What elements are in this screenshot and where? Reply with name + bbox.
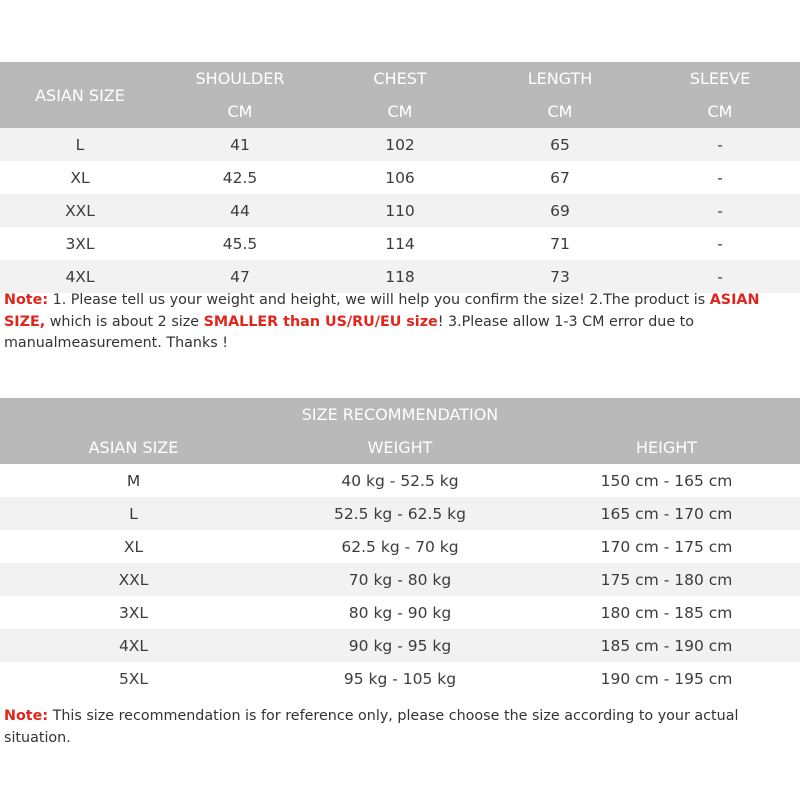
- cell-chest: 106: [320, 161, 480, 194]
- cell-weight: 90 kg - 95 kg: [267, 629, 533, 662]
- cell-shoulder: 42.5: [160, 161, 320, 194]
- note-text-3: ! 3.Please allow 1-3 CM error due to manualmeasurement. Thanks !: [4, 313, 695, 351]
- cell-height: 180 cm - 185 cm: [533, 596, 800, 629]
- cell-length: 69: [480, 194, 640, 227]
- cell-chest: 114: [320, 227, 480, 260]
- table-row: [0, 662, 800, 695]
- note-text: This size recommendation is for reference only, please choose the size according to your actual situation.: [4, 708, 739, 746]
- size-recommendation-table: [0, 398, 800, 695]
- cell-asian-size: 5XL: [0, 662, 267, 695]
- cell-weight: 40 kg - 52.5 kg: [267, 464, 533, 497]
- table-row: [0, 161, 800, 194]
- cell-chest: 102: [320, 128, 480, 161]
- cell-shoulder: 44: [160, 194, 320, 227]
- cell-length: 71: [480, 227, 640, 260]
- unit-chest: CM: [387, 102, 413, 121]
- cell-shoulder: 47: [160, 260, 320, 293]
- cell-weight: 95 kg - 105 kg: [267, 662, 533, 695]
- size-note: [4, 290, 796, 355]
- cell-asian-size: L: [0, 128, 160, 161]
- cell-height: 185 cm - 190 cm: [533, 629, 800, 662]
- cell-weight: 52.5 kg - 62.5 kg: [267, 497, 533, 530]
- table-row: [0, 194, 800, 227]
- cell-chest: 118: [320, 260, 480, 293]
- cell-sleeve: -: [640, 260, 800, 293]
- cell-asian-size: M: [0, 464, 267, 497]
- cell-asian-size: XL: [0, 161, 160, 194]
- note-label: Note:: [4, 292, 49, 308]
- cell-asian-size: 3XL: [0, 596, 267, 629]
- cell-sleeve: -: [640, 194, 800, 227]
- cell-weight: 80 kg - 90 kg: [267, 596, 533, 629]
- cell-sleeve: -: [640, 227, 800, 260]
- unit-sleeve: CM: [707, 102, 733, 121]
- recommendation-title: SIZE RECOMMENDATION: [301, 405, 499, 424]
- header-height: HEIGHT: [635, 438, 698, 457]
- cell-asian-size: XXL: [0, 194, 160, 227]
- cell-length: 67: [480, 161, 640, 194]
- unit-length: CM: [547, 102, 573, 121]
- note-text-2: which is about 2 size: [45, 313, 204, 330]
- recommendation-note: [4, 706, 796, 749]
- header-chest: CHEST: [373, 69, 427, 88]
- recommendation-title-row: [0, 398, 800, 431]
- header-asian-size: ASIAN SIZE: [35, 85, 125, 105]
- cell-asian-size: 4XL: [0, 260, 160, 293]
- cell-sleeve: -: [640, 128, 800, 161]
- cell-length: 73: [480, 260, 640, 293]
- cell-length: 65: [480, 128, 640, 161]
- table-row: [0, 530, 800, 563]
- recommendation-header-row: [0, 431, 800, 464]
- cell-height: 190 cm - 195 cm: [533, 662, 800, 695]
- header-weight: WEIGHT: [367, 438, 433, 457]
- cell-asian-size: 3XL: [0, 227, 160, 260]
- note-text-1: 1. Please tell us your weight and height, we will help you confirm the size! 2.The product is: [48, 292, 710, 308]
- note-asian-size: ASIAN SIZE,: [4, 292, 760, 330]
- table-row: [0, 563, 800, 596]
- note-label: Note:: [4, 708, 49, 724]
- cell-weight: 70 kg - 80 kg: [267, 563, 533, 596]
- cell-height: 170 cm - 175 cm: [533, 530, 800, 563]
- unit-shoulder: CM: [227, 102, 253, 121]
- cell-shoulder: 41: [160, 128, 320, 161]
- size-chart-table: [0, 62, 800, 293]
- table-row: [0, 629, 800, 662]
- table-row: [0, 128, 800, 161]
- table-row: [0, 227, 800, 260]
- cell-height: 165 cm - 170 cm: [533, 497, 800, 530]
- header-asian-size: ASIAN SIZE: [88, 438, 179, 457]
- cell-weight: 62.5 kg - 70 kg: [267, 530, 533, 563]
- cell-asian-size: 4XL: [0, 629, 267, 662]
- cell-asian-size: XXL: [0, 563, 267, 596]
- cell-height: 175 cm - 180 cm: [533, 563, 800, 596]
- table-row: [0, 260, 800, 293]
- cell-height: 150 cm - 165 cm: [533, 464, 800, 497]
- size-chart-header-row: [0, 62, 800, 95]
- note-smaller-than: SMALLER than US/RU/EU size: [203, 313, 438, 330]
- table-row: [0, 464, 800, 497]
- cell-asian-size: L: [0, 497, 267, 530]
- table-row: [0, 497, 800, 530]
- cell-sleeve: -: [640, 161, 800, 194]
- header-shoulder: SHOULDER: [195, 69, 285, 88]
- cell-shoulder: 45.5: [160, 227, 320, 260]
- header-sleeve: SLEEVE: [689, 69, 751, 88]
- cell-chest: 110: [320, 194, 480, 227]
- cell-asian-size: XL: [0, 530, 267, 563]
- table-row: [0, 596, 800, 629]
- header-length: LENGTH: [527, 69, 593, 88]
